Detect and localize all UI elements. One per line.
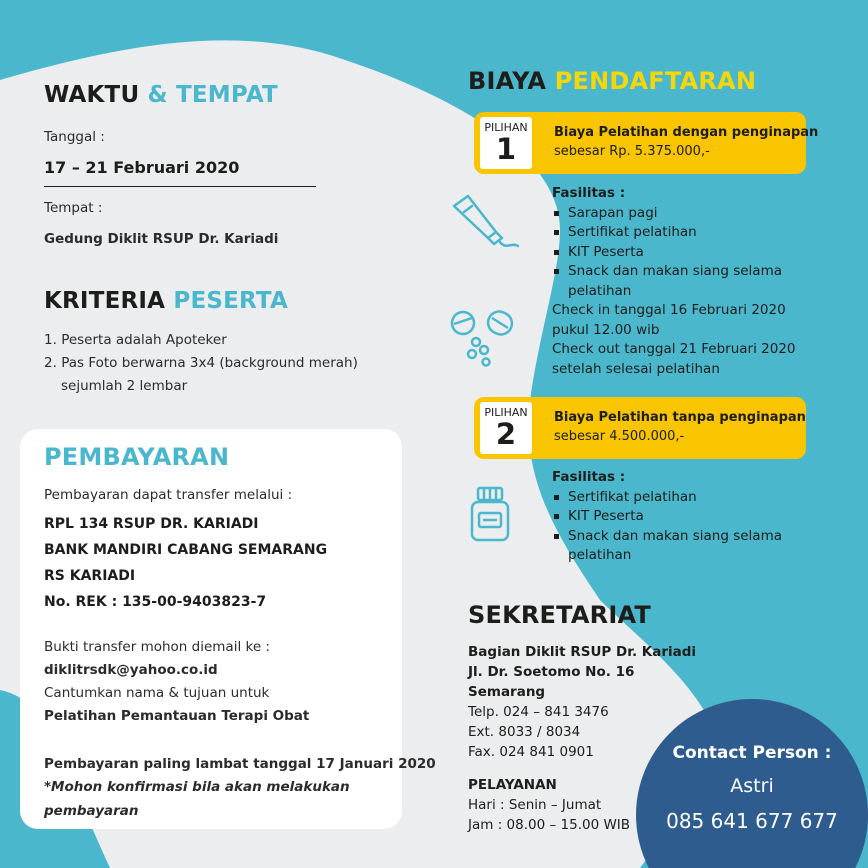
tempat-value: Gedung Diklit RSUP Dr. Kariadi <box>44 231 279 247</box>
fasilitas-item: KIT Peserta <box>552 507 812 527</box>
option-1-text <box>554 123 818 161</box>
contact-phone[interactable]: 085 641 677 677 <box>666 809 838 833</box>
sekretariat-line-2: Jl. Dr. Soetomo No. 16 <box>468 664 635 680</box>
sekretariat-title: SEKRETARIAT <box>468 601 651 629</box>
fasilitas-label: Fasilitas : <box>552 469 626 485</box>
bukti-text: Bukti transfer mohon diemail ke : <box>44 639 270 655</box>
fasilitas-list <box>552 204 812 302</box>
checkout-date: Check out tanggal 21 Februari 2020 <box>552 341 796 357</box>
option-1-number: 1 <box>495 132 517 166</box>
fasilitas-label: Fasilitas : <box>552 185 626 201</box>
tujuan-text: Pelatihan Pemantauan Terapi Obat <box>44 708 310 724</box>
option-1-fasilitas <box>552 184 812 379</box>
kriteria-item-1 <box>44 329 358 352</box>
tanggal-label: Tanggal : <box>44 129 105 145</box>
checkin-date: Check in tanggal 16 Februari 2020 <box>552 302 786 318</box>
kriteria-item-2 <box>44 352 358 375</box>
fasilitas-item: Sertifikat pelatihan <box>552 223 812 243</box>
kriteria-item-text: Pas Foto berwarna 3x4 (background merah) <box>61 355 358 371</box>
pelayanan-jam: Jam : 08.00 – 15.00 WIB <box>468 817 631 833</box>
option-2-card <box>474 397 806 459</box>
cantumkan-text: Cantumkan nama & tujuan untuk <box>44 685 270 701</box>
telp-text: Telp. 024 – 841 3476 <box>468 704 609 720</box>
option-2-badge <box>480 402 532 454</box>
email-link[interactable]: diklitrsdk@yahoo.co.id <box>44 662 218 678</box>
fasilitas-item: Sertifikat pelatihan <box>552 488 812 508</box>
sekretariat-line-3: Semarang <box>468 684 546 700</box>
capsule-pills-icon <box>448 306 522 368</box>
pembayaran-title: PEMBAYARAN <box>44 443 230 471</box>
pembayaran-intro: Pembayaran dapat transfer melalui : <box>44 487 293 503</box>
pelayanan-block <box>468 775 630 835</box>
medicine-bottle-icon <box>468 485 512 543</box>
option-2-fasilitas <box>552 468 812 566</box>
account-line-1: RPL 134 RSUP DR. KARIADI <box>44 516 259 532</box>
sekretariat-line-1: Bagian Diklit RSUP Dr. Kariadi <box>468 644 697 660</box>
biaya-title-yellow: PENDAFTARAN <box>554 67 757 95</box>
pelayanan-title: PELAYANAN <box>468 777 557 793</box>
fasilitas-list <box>552 488 812 566</box>
kriteria-item-2-continued: sejumlah 2 lembar <box>61 378 188 394</box>
option-1-title: Biaya Pelatihan dengan penginapan <box>554 125 819 140</box>
note-line-2: pembayaran <box>44 803 139 819</box>
option-2-title: Biaya Pelatihan tanpa penginapan <box>554 410 806 425</box>
kriteria-title-cyan: PESERTA <box>173 288 289 314</box>
fasilitas-item: Sarapan pagi <box>552 204 812 224</box>
checkin-time: pukul 12.00 wib <box>552 321 660 338</box>
option-2-text <box>554 408 806 446</box>
fasilitas-item: Snack dan makan siang selama pelatihan <box>552 262 788 301</box>
contact-name: Astri <box>730 775 774 797</box>
kriteria-title <box>44 288 288 314</box>
option-1-card <box>474 112 819 174</box>
account-number: No. REK : 135-00-9403823-7 <box>44 594 267 610</box>
ext-text: Ext. 8033 / 8034 <box>468 724 581 740</box>
option-1-word: PILIHAN <box>484 121 528 134</box>
ointment-tube-icon <box>450 192 522 252</box>
kriteria-item-num: 2. <box>44 355 57 371</box>
option-1-badge <box>480 117 532 169</box>
option-2-price: sebesar 4.500.000,- <box>554 429 685 444</box>
kriteria-item-num: 1. <box>44 332 57 348</box>
biaya-title <box>468 67 756 95</box>
option-1-price: sebesar Rp. 5.375.000,- <box>554 144 710 159</box>
fax-text: Fax. 024 841 0901 <box>468 744 594 760</box>
account-details <box>44 511 327 615</box>
contact-title: Contact Person : <box>672 743 832 763</box>
account-line-2: BANK MANDIRI CABANG SEMARANG <box>44 542 328 558</box>
fasilitas-item: Snack dan makan siang selama pelatihan <box>552 527 788 566</box>
pelayanan-hari: Hari : Senin – Jumat <box>468 797 602 813</box>
kriteria-item-text: Peserta adalah Apoteker <box>61 332 227 348</box>
checkout-note: setelah selesai pelatihan <box>552 360 720 377</box>
waktu-title-cyan: & TEMPAT <box>147 82 278 108</box>
option-2-number: 2 <box>495 417 517 451</box>
fasilitas-item: KIT Peserta <box>552 243 812 263</box>
waktu-title <box>44 82 278 108</box>
tempat-label: Tempat : <box>44 200 103 216</box>
option-2-word: PILIHAN <box>484 406 528 419</box>
kriteria-list <box>44 329 358 398</box>
biaya-title-dark: BIAYA <box>468 67 547 95</box>
kriteria-title-dark: KRITERIA <box>44 288 166 314</box>
deadline-text: Pembayaran paling lambat tanggal 17 Januari 2020 <box>44 756 436 772</box>
tanggal-value: 17 – 21 Februari 2020 <box>44 158 240 177</box>
note-line-1: *Mohon konfirmasi bila akan melakukan <box>44 779 350 795</box>
account-line-3: RS KARIADI <box>44 568 136 584</box>
waktu-title-dark: WAKTU <box>44 82 140 108</box>
tanggal-divider <box>44 186 316 187</box>
